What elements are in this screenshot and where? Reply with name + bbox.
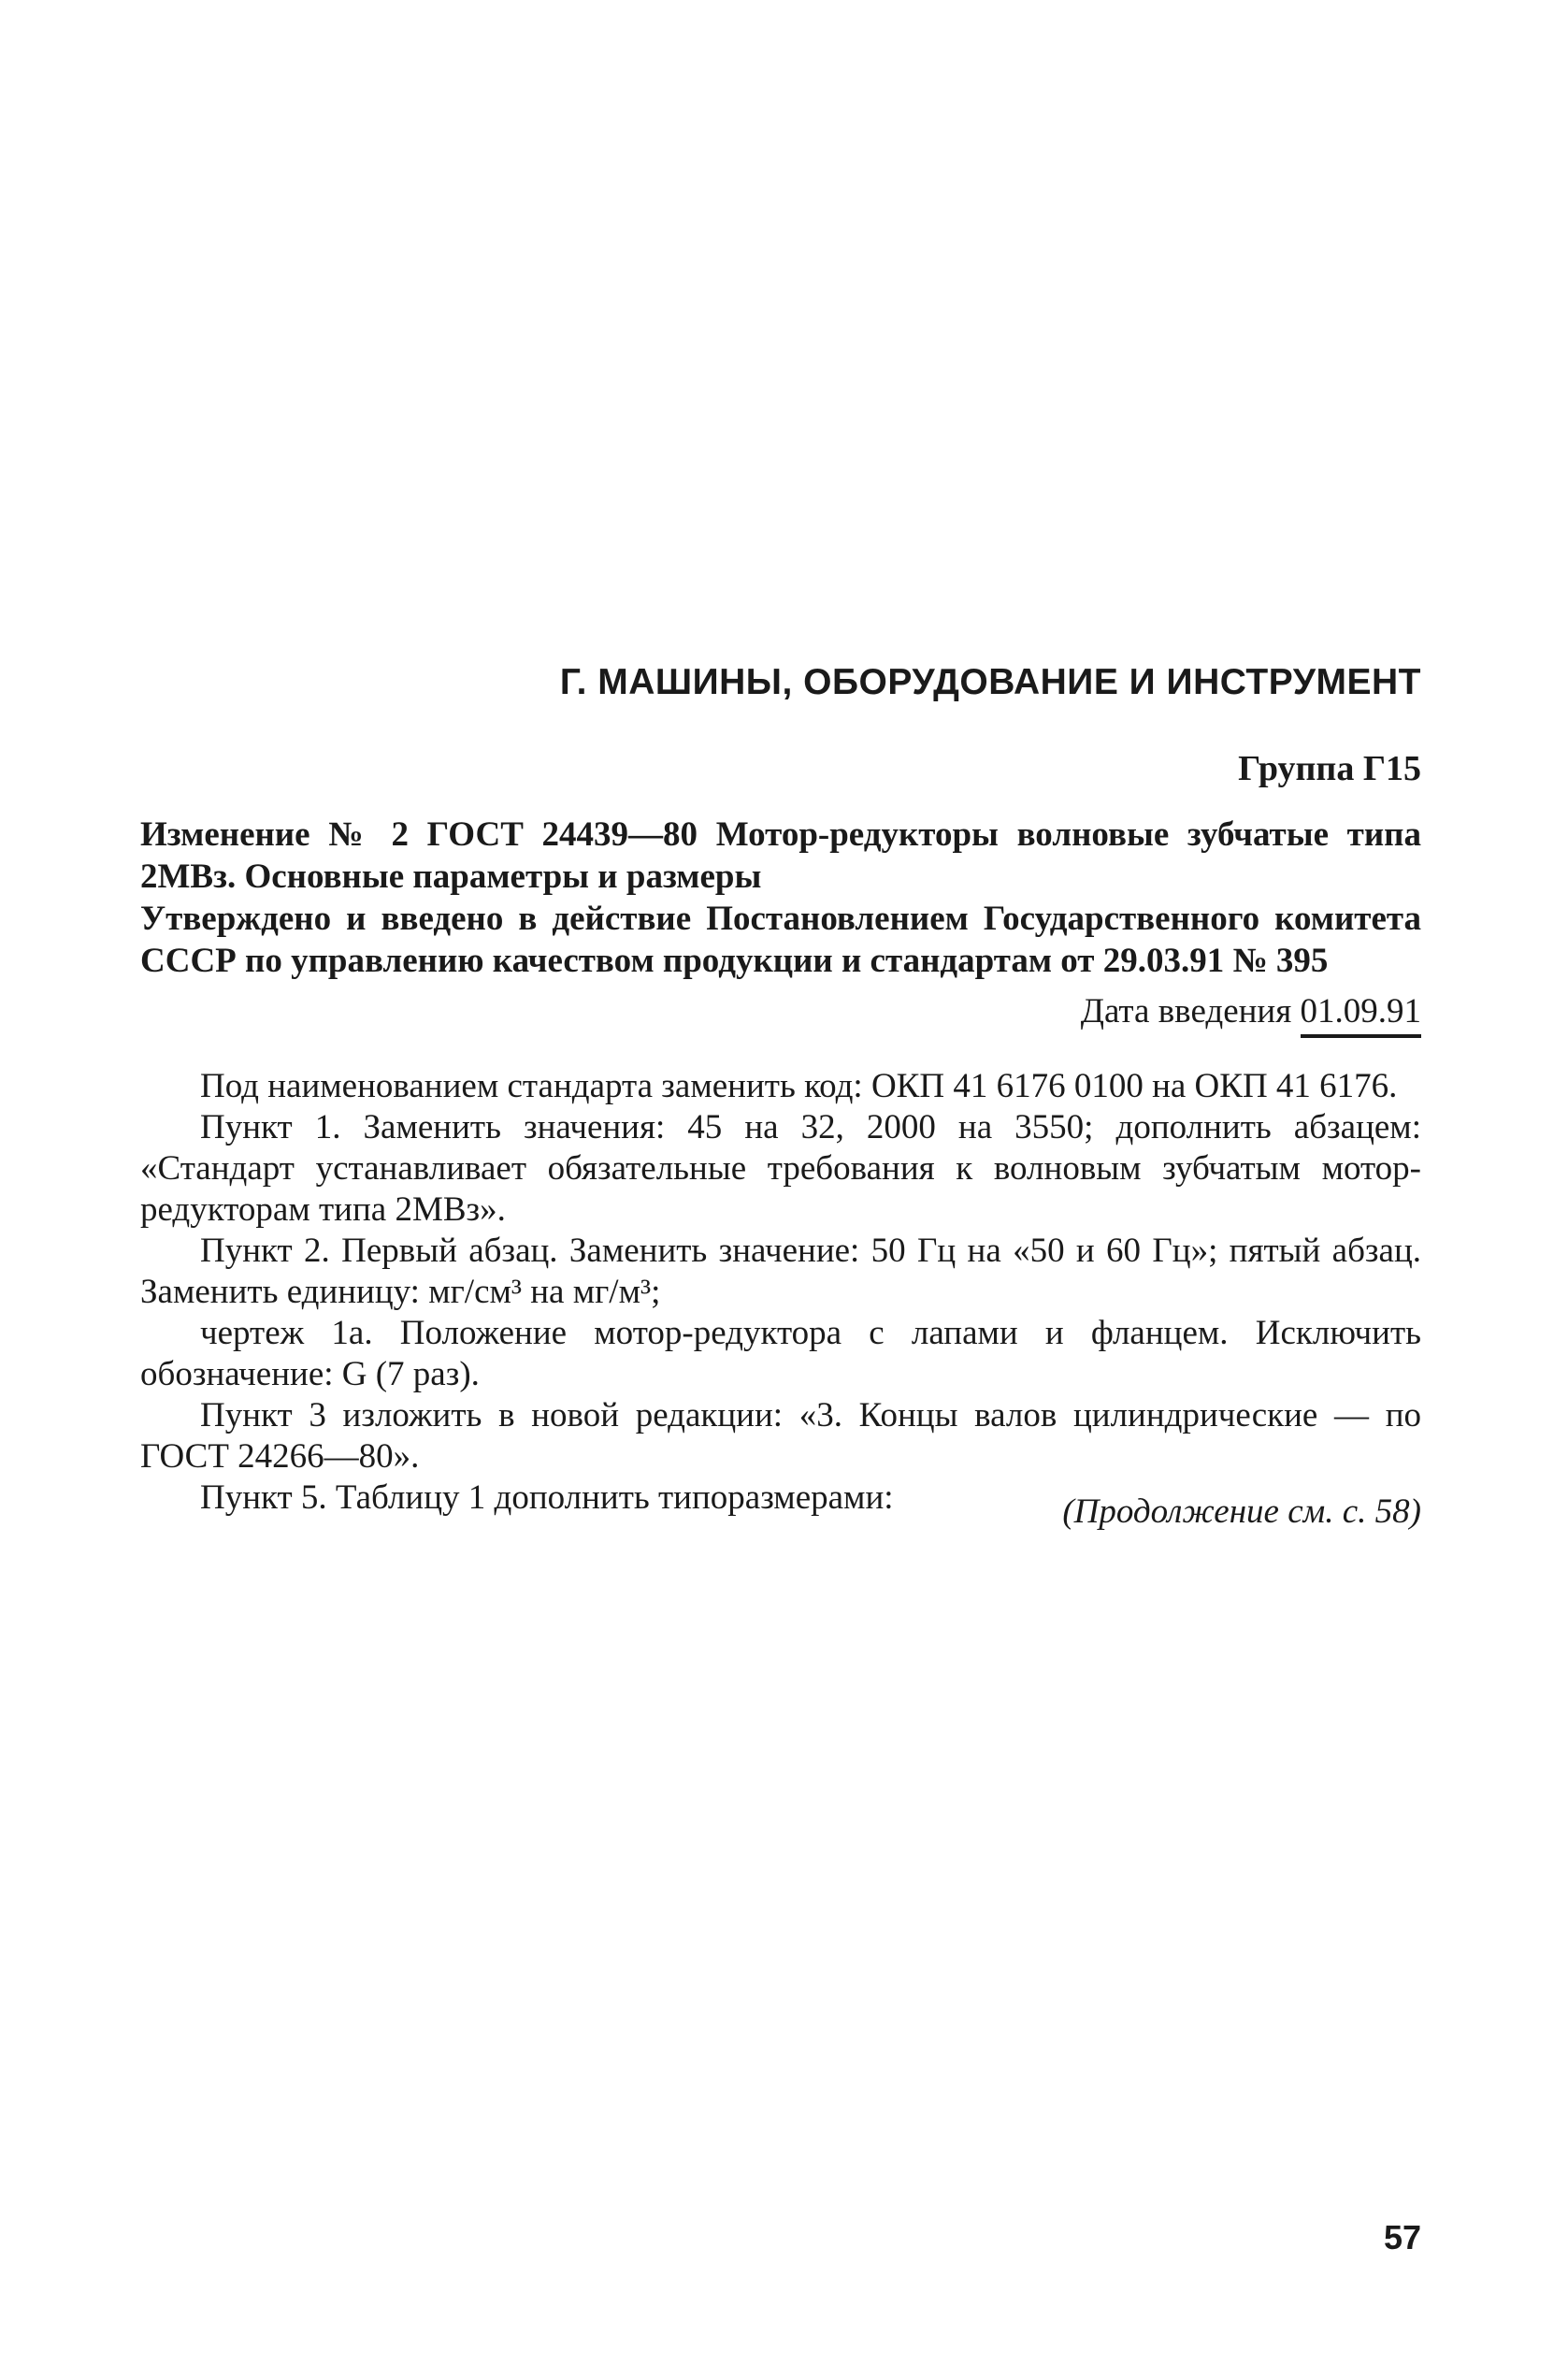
paragraph-item-1: Пункт 1. Заменить значения: 45 на 32, 2000 на 3550; дополнить абзацем: «Стандарт устанавливает обязательные требования к волновым зубчатым мотор-редукторам типа 2МВз». (140, 1108, 1421, 1229)
approval-statement: Утверждено и введено в действие Постановлением Государственного комитета СССР по управлению качеством продукции и стандартам от 29.03.91 № 395 (140, 900, 1421, 980)
paragraph-item-3: Пункт 3 изложить в новой редакции: «3. Концы валов цилиндрические — по ГОСТ 24266—80». (140, 1396, 1421, 1476)
change-title: Изменение № 2 ГОСТ 24439—80 Мотор-редукторы волновые зубчатые типа 2МВз. Основные параметры и размеры (140, 815, 1421, 896)
date-label: Дата введения (1080, 992, 1292, 1031)
date-of-introduction (1081, 991, 1421, 1031)
date-value: 01.09.91 (1301, 992, 1422, 1038)
section-title: Г. МАШИНЫ, ОБОРУДОВАНИЕ И ИНСТРУМЕНТ (559, 662, 1421, 702)
document-page (140, 0, 1421, 2364)
paragraph-okp-code: Под наименованием стандарта заменить код: ОКП 41 6176 0100 на ОКП 41 6176. (200, 1067, 1398, 1105)
paragraph-item-5: Пункт 5. Таблицу 1 дополнить типоразмерами: (200, 1478, 894, 1517)
continuation-note: (Продолжение см. с. 58) (1062, 1492, 1421, 1531)
amendment-body (140, 1066, 1421, 1519)
paragraph-item-2: Пункт 2. Первый абзац. Заменить значение: 50 Гц на «50 и 60 Гц»; пятый абзац. Заменить единицу: мг/см³ на мг/м³; (140, 1232, 1421, 1311)
paragraph-drawing-1a: чертеж 1а. Положение мотор-редуктора с лапами и фланцем. Исключить обозначение: G (7 раз). (140, 1314, 1421, 1393)
group-label: Группа Г15 (1238, 749, 1421, 788)
page-number: 57 (1383, 2218, 1421, 2256)
